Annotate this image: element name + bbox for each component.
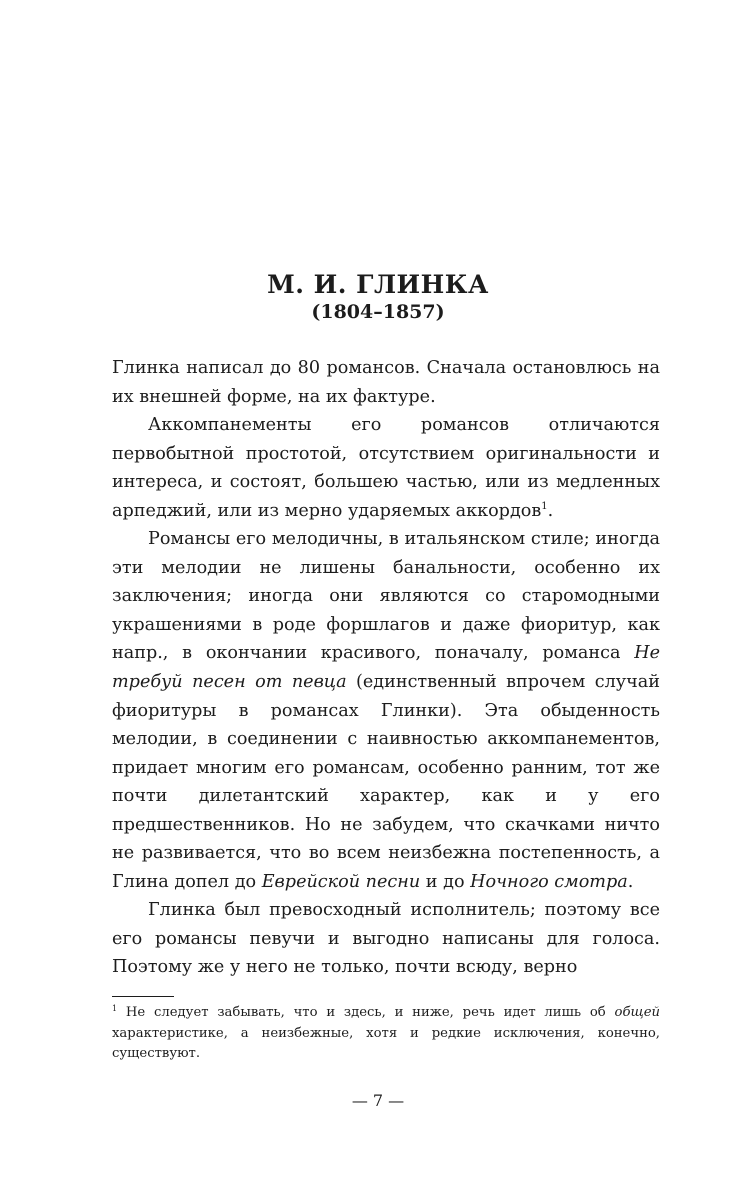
- footnote-mark: 1: [112, 1004, 118, 1013]
- paragraph-1-text: Глинка написал до 80 романсов. Сначала остановлюсь на их внешней форме, на их фактуре.: [112, 358, 660, 407]
- paragraph-3-text-c: и до: [420, 871, 471, 892]
- page-number: — 7 —: [351, 1091, 405, 1110]
- chapter-years: (1804–1857): [311, 301, 445, 323]
- footnote-text-b: характеристике, а неизбежные, хотя и редкие исключения, конечно, существуют.: [112, 1025, 660, 1061]
- song-title-ne-trebuy: Не требуй песен от певца: [112, 643, 660, 693]
- paragraph-4-text: Глинка был превосходный исполнитель; поэтому все его романсы певучи и выгодно написаны для голоса. Поэтому же у него не только, почти всюду, верно: [112, 900, 660, 978]
- paragraph-2-end: .: [547, 500, 554, 521]
- footnote: [112, 1003, 660, 1065]
- paragraph-2: [112, 411, 660, 525]
- paragraph-3-text-a: Романсы его мелодичны, в итальянском стиле; иногда эти мелодии не лишены банальности, особенно их заключения; иногда они являются со старомодными украшениями в роде форшлагов и даже фиоритур, как напр., в окончании красивого, поначалу, романса: [112, 529, 660, 664]
- song-title-evreyskaya-pesnya: Еврейской песни: [261, 871, 421, 892]
- footnote-divider: [112, 996, 174, 997]
- song-title-nochnoy-smotr: Ночного смотра: [470, 871, 628, 892]
- paragraph-3-text-b: (единственный впрочем случай фиоритуры в романсах Глинки). Эта обыденность мелодии, в соединении с наивностью аккомпанементов, придает многим его романсам, особенно ранним, тот же почти дилетантский характер, как и у его предшественников. Но не забудем, что скачками ничто не развивается, что во всем неизбежна постепенность, а Глина допел до: [112, 672, 660, 892]
- paragraph-3: [112, 525, 660, 896]
- paragraph-2-text: Аккомпанементы его романсов отличаются первобытной простотой, отсутствием оригинальности и интереса, и состоят, большею частью, или из медленных арпеджий, или из мерно ударяемых аккордов: [112, 415, 660, 521]
- paragraph-3-text-d: .: [627, 871, 634, 892]
- footnote-italic: общей: [614, 1005, 660, 1020]
- chapter-title: М. И. ГЛИНКА: [267, 270, 489, 299]
- body-text: [112, 354, 660, 982]
- paragraph-4: [112, 896, 660, 982]
- paragraph-1: [112, 354, 660, 411]
- footnote-reference[interactable]: 1: [541, 500, 548, 512]
- footnote-text-a: Не следует забывать, что и здесь, и ниже, речь идет лишь об: [117, 1005, 615, 1020]
